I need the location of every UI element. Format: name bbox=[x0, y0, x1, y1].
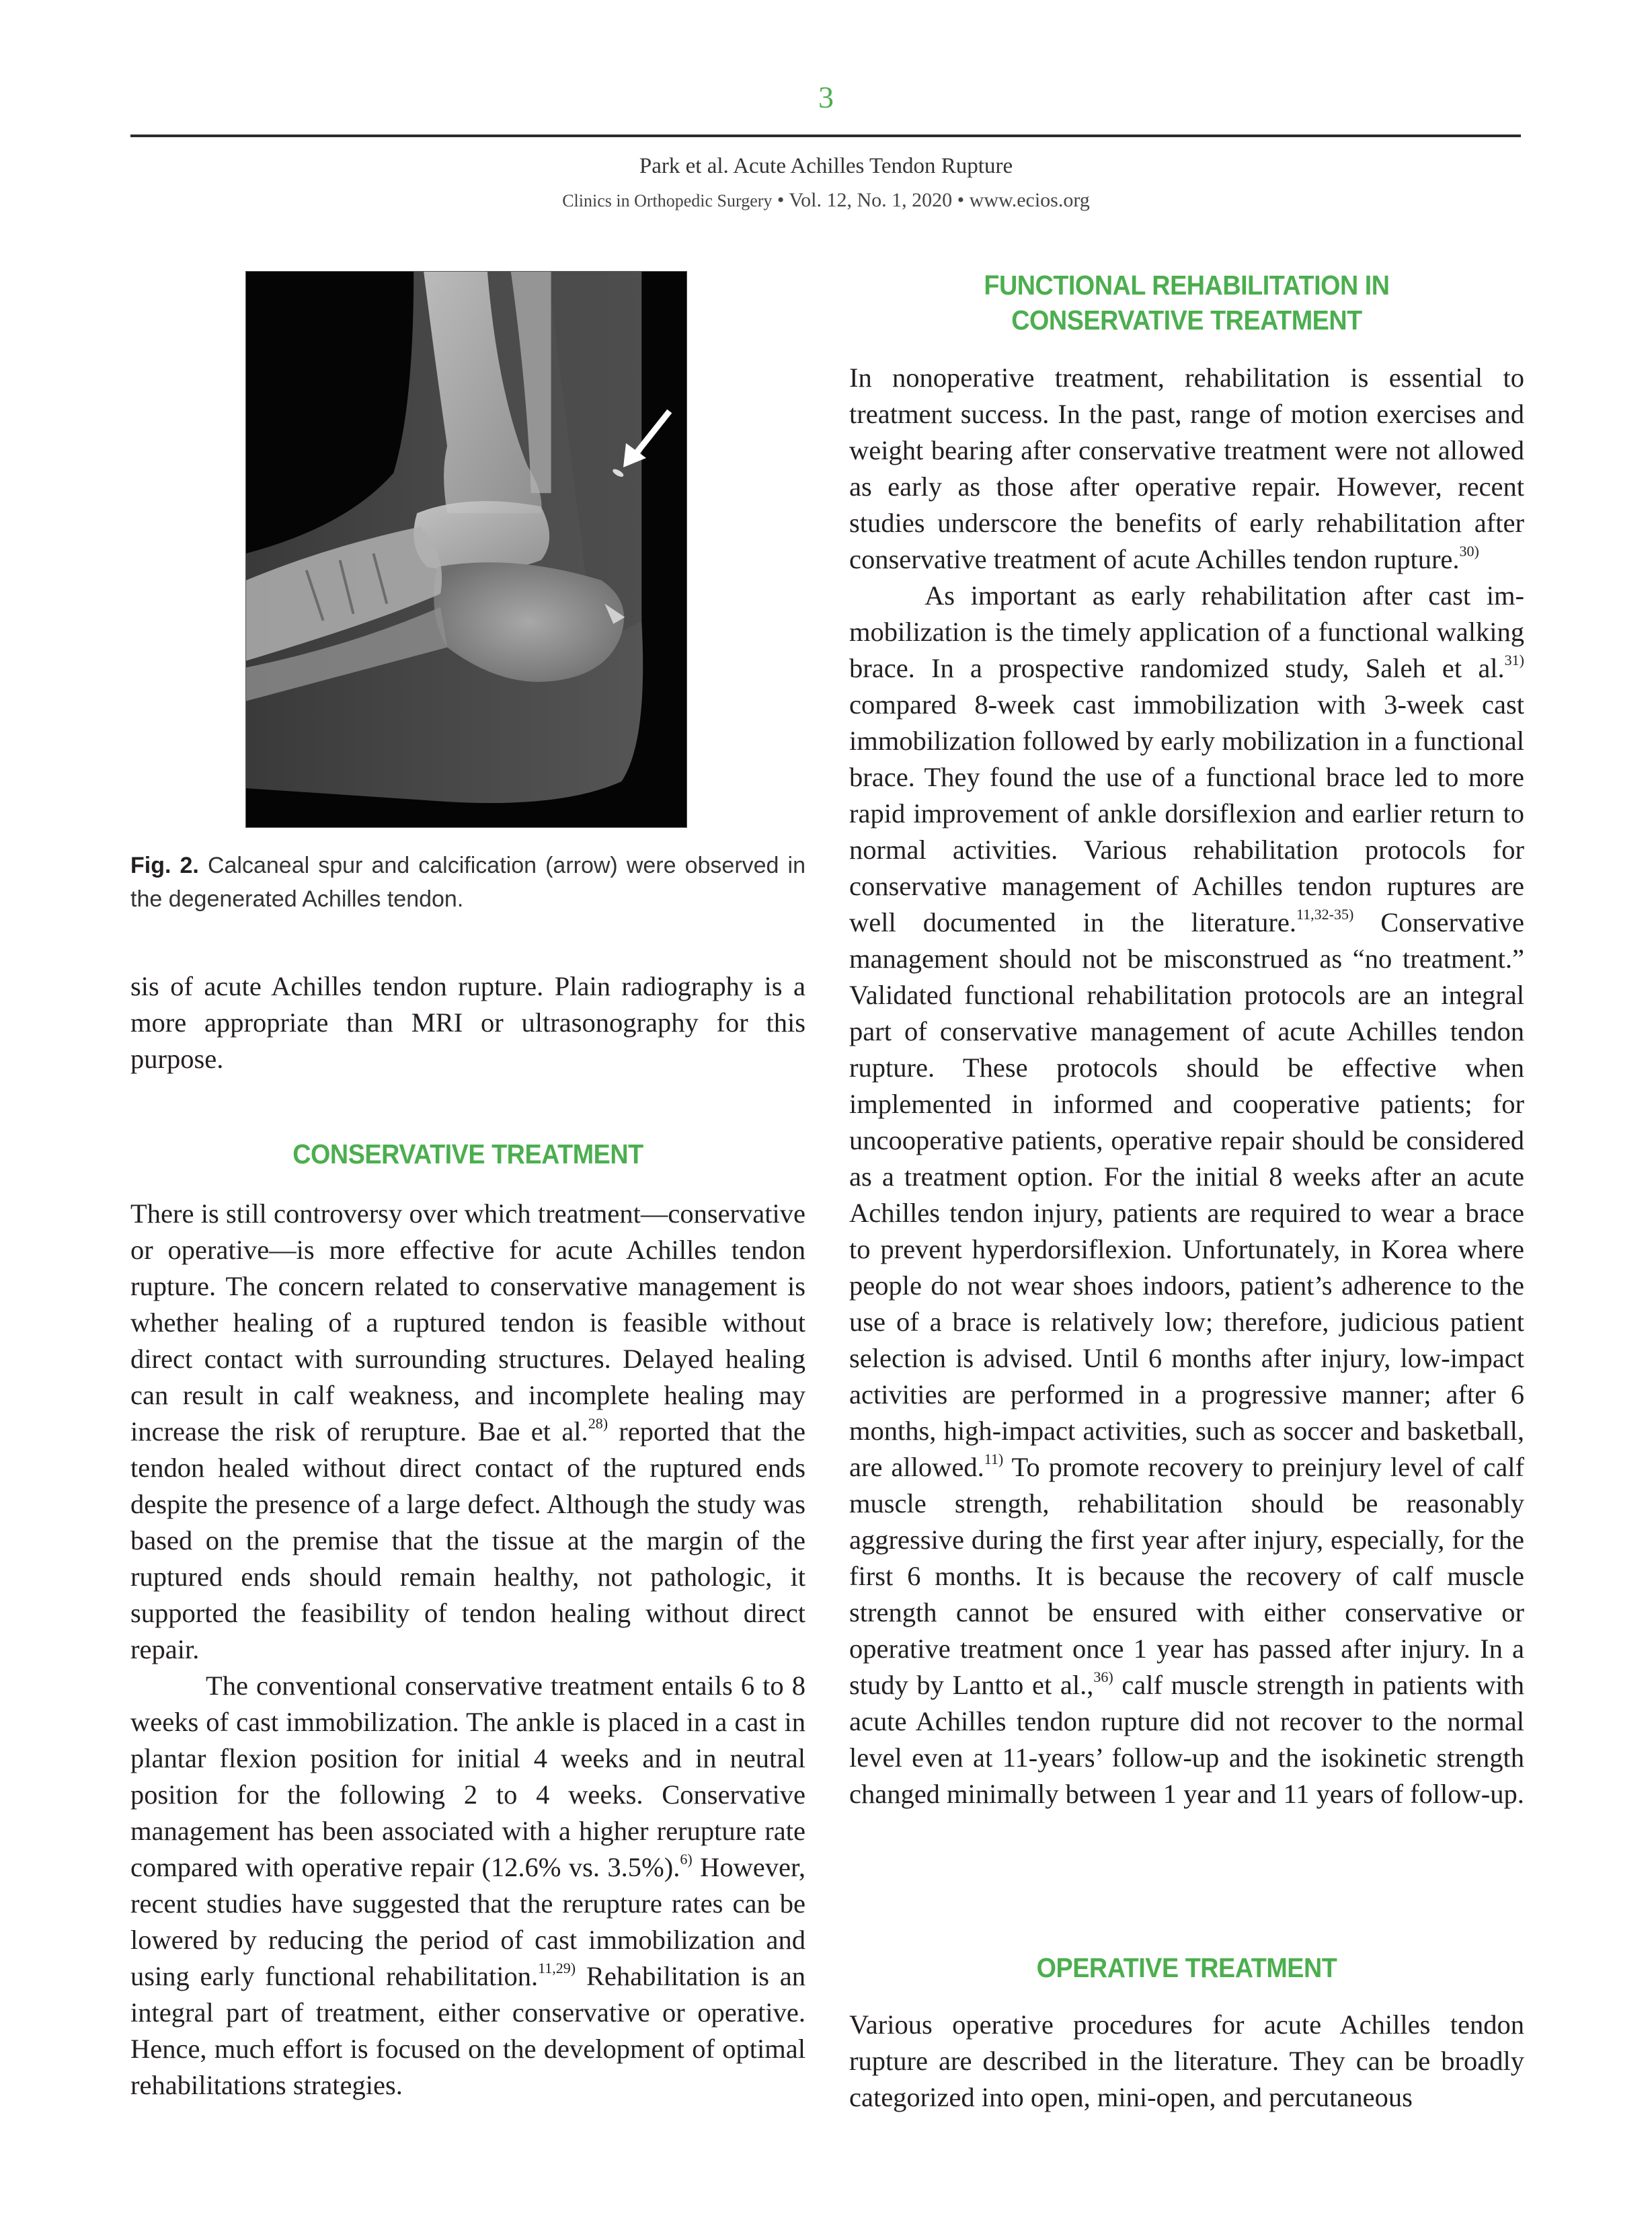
paragraph-text: reported that the tendon healed without direct contact of the ruptured ends despite the presence of a large defect. Although the study was based on the premise that the tissue at the margin of the ruptured ends should remain healthy, not pathologic, it supported the feasibility of tendon healing without direct repair. bbox=[130, 1416, 805, 1664]
citation-ref: 11,32-35) bbox=[1296, 906, 1354, 923]
running-title: Park et al. Acute Achilles Tendon Rupture bbox=[639, 154, 1013, 178]
paragraph-text: As important as early rehabilitation after cast immobilization is the timely application of a functional walking brace. In a prospective randomized study, Saleh et al. bbox=[849, 580, 1524, 683]
paragraph bbox=[130, 1196, 805, 1668]
figure-caption bbox=[130, 849, 805, 916]
citation-ref: 31) bbox=[1504, 652, 1524, 668]
paragraph-text: However, recent studies have suggested that the rerupture rates can be lowered by reducing the period of cast immobilization and using early functional rehabilitation. bbox=[130, 1852, 806, 1991]
journal-details: • Vol. 12, No. 1, 2020 • www.ecios.org bbox=[772, 189, 1090, 211]
paragraph bbox=[130, 1668, 805, 2104]
conservative-treatment-body bbox=[130, 1196, 805, 2104]
operative-treatment-body bbox=[849, 2007, 1524, 2116]
figure-caption-text: Calcaneal spur and calcification (arrow) were observed in the degenerated Achilles tendon. bbox=[130, 853, 806, 912]
figure-label: Fig. 2. bbox=[130, 853, 199, 878]
paragraph bbox=[849, 578, 1524, 1812]
paragraph-text: compared 8-week cast immobilization with 3-week cast immobilization followed by early mobilization in a functional brace. They found the use of a functional brace led to more rapid improvement of ankle dorsiflexion and earlier return to normal activities. Various rehabilitation protocols for conservative management of Achilles tendon ruptures are well documented in the literature. bbox=[849, 689, 1524, 937]
heading-line: FUNCTIONAL REHABILITATION IN bbox=[984, 270, 1390, 301]
paragraph-text: The conventional conservative treatment entails 6 to 8 weeks of cast immobilization. The ankle is placed in a cast in plantar flexion position for initial 4 weeks and in neutral position for the following 2 to 4 weeks. Conservative management has been associated with a higher rerupture rate compared with operative repair (12.6% vs. 3.5%). bbox=[130, 1670, 805, 1882]
paragraph-text: In nonoperative treatment, rehabilitation is essential to treatment success. In the past, range of motion exercises and weight bearing after conservative treatment were not allowed as early as those after operative repair. However, recent studies underscore the benefits of early rehabilitation after conservative treatment of acute Achilles tendon rupture. bbox=[849, 362, 1524, 574]
paragraph-text: calf muscle strength in patients with acute Achilles tendon rupture did not recover to the normal level even at 11-years’ follow-up and the isokinetic strength changed minimally between 1 year and 11 years of follow-up. bbox=[849, 1670, 1524, 1809]
citation-ref: 11) bbox=[984, 1451, 1004, 1467]
functional-rehabilitation-section bbox=[849, 268, 1524, 338]
paragraph-text: There is still controversy over which treatment—conservative or operative—is more effective for acute Achilles tendon rupture. The concern related to conservative management is whether healing of a ruptured tendon is feasible without direct contact with surrounding structures. Delayed healing can result in calf weakness, and incomplete healing may increase the risk of rerupture. Bae et al. bbox=[130, 1198, 805, 1447]
journal-citation-line bbox=[0, 188, 1652, 213]
section-heading-functional-rehabilitation bbox=[876, 268, 1497, 338]
citation-ref: 11,29) bbox=[538, 1960, 576, 1976]
section-heading-operative-treatment: OPERATIVE TREATMENT bbox=[1036, 1952, 1337, 1983]
left-column bbox=[130, 968, 805, 1077]
header-rule bbox=[130, 134, 1521, 137]
paragraph bbox=[849, 360, 1524, 578]
operative-treatment-section bbox=[849, 1950, 1524, 1985]
heading-line: CONSERVATIVE TREATMENT bbox=[1011, 305, 1362, 336]
citation-ref: 36) bbox=[1093, 1668, 1113, 1685]
journal-name: Clinics in Orthopedic Surgery bbox=[562, 191, 773, 210]
citation-ref: 30) bbox=[1459, 543, 1479, 560]
figure-xray-image bbox=[245, 271, 687, 828]
paragraph-text: Conservative management should not be misconstrued as “no treatment.” Validated functional rehabilitation protocols are an integral part of conservative management of acute Achilles tendon rupture. These protocols should be effective when implemented in informed and cooperative patients; for uncooperative patients, operative repair should be considered as a treatment option. For the initial 8 weeks after an acute Achilles tendon injury, patients are required to wear a brace to prevent hyperdorsiflexion. Unfortunately, in Korea where people do not wear shoes indoors, patient’s adherence to the use of a brace is relatively low; therefore, judicious patient selection is advised. Until 6 months after injury, low-impact activities are performed in a progressive manner; after 6 months, high-impact activities, such as soccer and basketball, are allowed. bbox=[849, 907, 1524, 1482]
page-number: 3 bbox=[818, 80, 834, 114]
functional-rehabilitation-body bbox=[849, 360, 1524, 1812]
arrow-icon bbox=[619, 410, 673, 470]
paragraph-text: Rehabilitation is an integral part of treatment, either conservative or operative. Hence, much effort is focused on the development of optimal rehabilitations strategies. bbox=[130, 1961, 805, 2100]
citation-ref: 6) bbox=[680, 1851, 693, 1868]
conservative-treatment-section bbox=[130, 1137, 805, 1171]
intro-paragraph: sis of acute Achilles tendon rupture. Plain radiography is a more appropriate than MRI or ultrasonography for this purpose. bbox=[130, 971, 805, 1074]
section-heading-conservative-treatment: CONSERVATIVE TREATMENT bbox=[292, 1139, 643, 1169]
paragraph-text: To promote recovery to preinjury level of calf muscle strength, rehabilitation should be reasonably aggressive during the first year after injury, especially, for the first 6 months. It is because the recovery of calf muscle strength cannot be ensured with either conservative or operative treatment once 1 year has passed after injury. In a study by Lantto et al., bbox=[849, 1452, 1524, 1700]
ankle-radiograph bbox=[246, 272, 686, 827]
paragraph: Various operative procedures for acute Achilles tendon rupture are described in the literature. They can be broadly categorized into open, mini-open, and percutaneous bbox=[849, 2009, 1524, 2112]
citation-ref: 28) bbox=[588, 1415, 608, 1432]
